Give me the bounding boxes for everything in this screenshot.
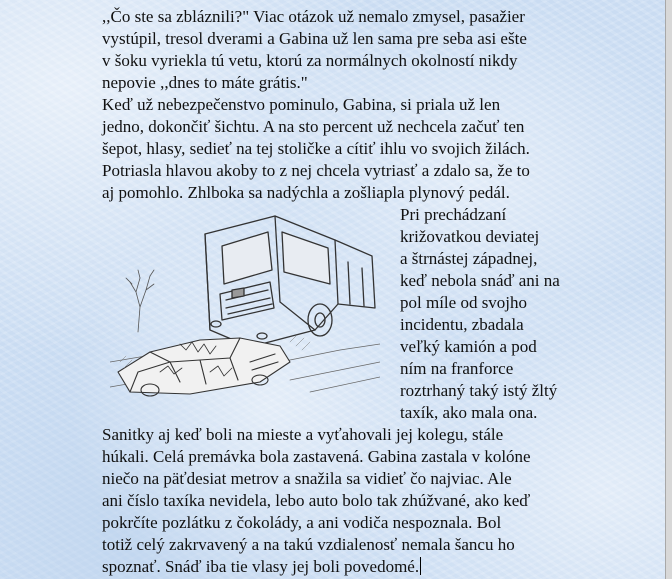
text-line: Pri prechádzaní (400, 205, 507, 224)
text-line: jedno, dokončiť šichtu. A na sto percent už nechcela začuť ten (102, 117, 525, 136)
text-line: Keď už nebezpečenstvo pominulo, Gabina, si priala už len (102, 95, 501, 114)
text-line: húkali. Celá premávka bola zastavená. Gabina zastala v kolóne (102, 447, 531, 466)
text-line: totiž celý zakrvavený a na takú vzdialenosť nemala šancu ho (102, 535, 515, 554)
text-line: Potriasla hlavou akoby to z nej chcela vytriasť a zdalo sa, že to (102, 161, 530, 180)
truck-crash-illustration (110, 212, 380, 402)
text-line: taxík, ako mala ona. (400, 403, 538, 422)
text-line: spoznať. Snáď iba tie vlasy jej boli povedomé. (102, 557, 420, 576)
text-cursor (420, 557, 421, 575)
text-line: ani číslo taxíka nevidela, lebo auto bolo tak zhúžvané, ako keď (102, 491, 531, 510)
truck-icon (205, 216, 375, 347)
text-line: pol míle od svojho (400, 293, 528, 312)
text-line: šepot, hlasy, sedieť na tej stoličke a cítiť ihlu vo svojich žilách. (102, 139, 530, 158)
text-line: križovatkou deviatej (400, 227, 540, 246)
text-line: veľký kamión a pod (400, 337, 537, 356)
text-line: pokrčíte pozlátku z čokolády, a ani vodiča nespoznala. Bol (102, 513, 502, 532)
taxi-icon (118, 338, 290, 396)
text-line: ,,Čo ste sa zbláznili?" Viac otázok už nemalo zmysel, pasažier (102, 7, 525, 26)
text-line: keď nebola snáď ani na (400, 271, 560, 290)
text-line: aj pomohlo. Zhlboka sa nadýchla a zošliapla plynový pedál. (102, 183, 510, 202)
text-line: v šoku vyriekla tú vetu, ktorú za normálnych okolností nikdy (102, 51, 518, 70)
text-line: roztrhaný taký istý žltý (400, 381, 558, 400)
text-line: a štrnástej západnej, (400, 249, 538, 268)
text-line: Sanitky aj keď boli na mieste a vyťahovali jej kolegu, stále (102, 425, 504, 444)
window-edge (665, 0, 672, 579)
paragraph-side (400, 204, 600, 424)
paragraph-top (102, 6, 602, 204)
text-line: incidentu, zbadala (400, 315, 524, 334)
text-line: nepovie ,,dnes to máte grátis." (102, 73, 308, 92)
text-line: niečo na päťdesiat metrov a snažila sa vidieť čo najviac. Ale (102, 469, 512, 488)
text-line: vystúpil, tresol dverami a Gabina už len sama pre seba asi ešte (102, 29, 527, 48)
text-line: ním na franforce (400, 359, 514, 378)
tree-icon (126, 270, 154, 332)
paragraph-bottom[interactable] (102, 424, 602, 578)
